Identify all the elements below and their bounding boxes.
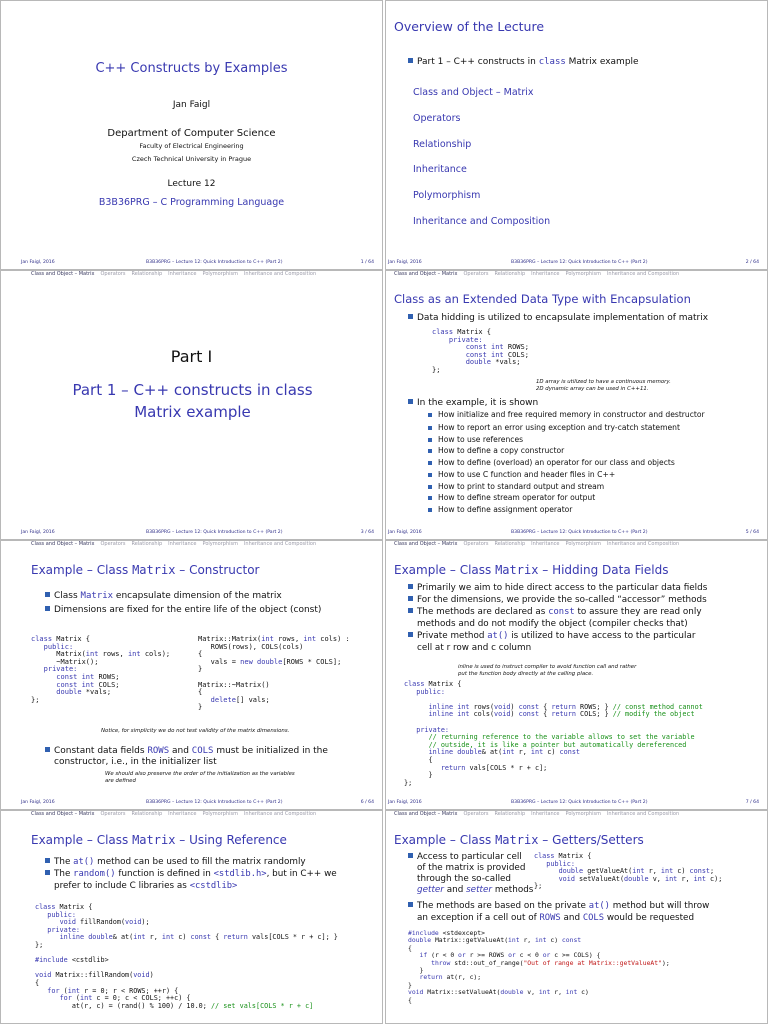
slide4-code: class Matrix { private: const int ROWS; const int COLS; double *vals; };: [432, 328, 529, 374]
slide1-lecture: Lecture 12: [167, 179, 216, 189]
slide8-code-class: class Matrix { public: double getValueAt(int r, int c) const; void setValueAt(double v, int r, int c); };: [534, 852, 723, 891]
slide1-course: B3B36PRG – C Programming Language: [98, 197, 285, 208]
bullet-icon: [408, 399, 413, 404]
slide5-title: Example – Class Matrix – Constructor: [31, 563, 260, 577]
slide4-sublist: [428, 410, 758, 516]
slide5-note: Notice, for simplicity we do not test validity of the matrix dimensions.: [101, 728, 290, 734]
bullet-icon: [408, 314, 413, 319]
slide5-bullet-2: Dimensions are fixed for the entire life of the object (const): [45, 605, 321, 616]
slide8-bullet-1: Access to particular cell of the matrix is provided through the so-called getter and setter methods: [408, 852, 548, 896]
slide6-title: Example – Class Matrix – Hidding Data Fields: [394, 563, 669, 577]
toc-item[interactable]: Operators: [413, 112, 461, 124]
slide6-note: inline is used to instruct compiler to avoid function call and rather put the function body directly at the calling place.: [458, 664, 637, 677]
slide-5: [0, 540, 383, 810]
footer-course: B3B36PRG – Lecture 12: Quick Introduction to C++ (Part 2): [146, 530, 283, 535]
list-item: methods and do not modify the object (compiler checks that): [417, 619, 688, 629]
list-item: Primarily we aim to hide direct access to the particular data fields: [408, 582, 763, 594]
list-item: How initialize and free required memory in constructor and destructor: [428, 410, 758, 420]
slide2-toc: [413, 80, 550, 235]
footer-course: B3B36PRG – Lecture 12: Quick Introduction to C++ (Part 2): [511, 260, 648, 265]
slide1-faculty: Faculty of Electrical Engineering: [139, 142, 244, 150]
toc-item[interactable]: Inheritance: [413, 164, 467, 176]
slide-7: [0, 810, 383, 1024]
bullet-icon: [45, 606, 50, 611]
footer-page: 7 / 64: [745, 800, 759, 805]
slide7-title: Example – Class Matrix – Using Reference: [31, 833, 287, 847]
footer-page: 1 / 64: [360, 260, 374, 265]
footer-course: B3B36PRG – Lecture 12: Quick Introduction to C++ (Part 2): [146, 260, 283, 265]
list-item: The methods are declared as const to assure they are read only: [408, 606, 763, 618]
slide-6: [385, 540, 768, 810]
list-item: The at() method can be used to fill the matrix randomly: [45, 856, 380, 868]
list-item: How to define (overload) an operator for our class and objects: [428, 457, 758, 469]
slide-footer: [386, 260, 767, 268]
footer-author: Jan Faigl, 2016: [388, 800, 422, 805]
slide2-title: Overview of the Lecture: [394, 19, 545, 34]
section-nav: Class and Object – Matrix Operators Relationship Inheritance Polymorphism Inheritance and Composition: [31, 271, 317, 277]
slide-footer: [1, 530, 382, 538]
slide6-bullets: [408, 582, 763, 654]
slide1-dept: Department of Computer Science: [107, 128, 276, 139]
slide-3: [0, 270, 383, 540]
footer-page: 5 / 64: [745, 530, 759, 535]
list-item: prefer to include C libraries as <cstdlib>: [54, 881, 238, 891]
list-item: Private method at() is utilized to have access to the particular: [408, 630, 763, 642]
slide8-bullet-2: The methods are based on the private at() method but will throw an exception if a cell out of ROWS and COLS would be requested: [408, 900, 763, 924]
slide5-bullet-3: Constant data fields ROWS and COLS must be initialized in the: [45, 746, 328, 757]
toc-item[interactable]: Polymorphism: [413, 190, 481, 202]
bullet-icon: [408, 58, 413, 63]
part-subtitle: Part 1 – C++ constructs in class Matrix example: [72, 381, 313, 421]
section-nav: Class and Object – Matrix Operators Relationship Inheritance Polymorphism Inheritance and Composition: [394, 541, 680, 547]
footer-page: 3 / 64: [360, 530, 374, 535]
list-item: How to use references: [428, 434, 758, 446]
list-item: How to define stream operator for output: [428, 492, 758, 504]
slide5-code-impl: Matrix::Matrix(int rows, int cols) : ROWS(rows), COLS(cols) { vals = new double[ROWS * COLS]; } Matrix::~Matrix() { delete[] vals; }: [198, 635, 350, 712]
footer-author: Jan Faigl, 2016: [21, 260, 55, 265]
section-nav: Class and Object – Matrix Operators Relationship Inheritance Polymorphism Inheritance and Composition: [394, 811, 680, 817]
footer-course: B3B36PRG – Lecture 12: Quick Introduction to C++ (Part 2): [511, 530, 648, 535]
slide7-code: class Matrix { public: void fillRandom(void); private: inline double& at(int r, int c) const { return vals[COLS * r + c]; } }; #include <cstdlib> void Matrix::fillRandom(void) { for (int r = 0; r < ROWS; ++r) { for (int c = 0; c < COLS; ++c) { at(r, c) = (rand() % 100) / 10.0; // set vals[COLS * r + c]: [35, 903, 338, 1010]
slide-1: [0, 0, 383, 270]
slide1-author: Jan Faigl: [172, 100, 211, 110]
slide-footer: [386, 530, 767, 538]
slide5-code-class: class Matrix { public: Matrix(int rows, int cols); ~Matrix(); private: const int ROWS; const int COLS; double *vals; };: [31, 635, 171, 704]
footer-page: 2 / 64: [745, 260, 759, 265]
slide5-bullet-1: Class Matrix encapsulate dimension of the matrix: [45, 591, 282, 602]
slide-2: [385, 0, 768, 270]
list-item: For the dimensions, we provide the so-called “accessor” methods: [408, 594, 763, 606]
list-item: cell at r row and c column: [417, 643, 532, 653]
list-item: How to define assignment operator: [428, 504, 758, 516]
slide6-code: class Matrix { public: inline int rows(void) const { return ROWS; } // const method cannot inline int cols(void) const { return COLS; } // modify the object private: // returning reference to the variable allows to set the variable // outside, it is like a pointer but automatically dereferenced inline double& at(int r, int c) const { return vals[COLS * r + c]; } };: [404, 680, 703, 787]
footer-author: Jan Faigl, 2016: [21, 800, 55, 805]
slide-footer: [386, 800, 767, 808]
list-item: How to define a copy constructor: [428, 445, 758, 457]
slide1-university: Czech Technical University in Prague: [131, 155, 252, 163]
footer-page: 6 / 64: [360, 800, 374, 805]
slide8-title: Example – Class Matrix – Getters/Setters: [394, 833, 644, 847]
toc-item[interactable]: Inheritance and Composition: [413, 215, 551, 227]
slide5-note2: We should also preserve the order of the initialization as the variables are defined: [105, 771, 295, 784]
slide-footer: [1, 260, 382, 268]
toc-item[interactable]: Relationship: [413, 138, 472, 150]
slide2-part-bullet: Part 1 – C++ constructs in class Matrix example: [408, 57, 639, 68]
list-item: How to use C function and header files in C++: [428, 469, 758, 481]
bullet-icon: [45, 747, 50, 752]
slide-8: [385, 810, 768, 1024]
bullet-icon: [45, 592, 50, 597]
slide4-bullet-1: Data hidding is utilized to encapsulate implementation of matrix: [408, 313, 708, 324]
toc-item[interactable]: Class and Object – Matrix: [413, 87, 534, 98]
part-number: Part I: [170, 347, 213, 366]
slide4-title: Class as an Extended Data Type with Encapsulation: [394, 292, 691, 306]
section-nav: Class and Object – Matrix Operators Relationship Inheritance Polymorphism Inheritance and Composition: [31, 811, 317, 817]
footer-author: Jan Faigl, 2016: [388, 530, 422, 535]
slide4-bullet-2: In the example, it is shown: [408, 398, 538, 409]
slide7-bullets: [45, 856, 380, 892]
slide8-code-impl: #include <stdexcept> double Matrix::getValueAt(int r, int c) const { if (r < 0 or r >= ROWS or c < 0 or c >= COLS) { throw std::out_of_range("Out of range at Matrix::getValueAt"); } return at(r, c); } void Matrix::setValueAt(double v, int r, int c) {: [408, 929, 670, 1004]
section-nav: Class and Object – Matrix Operators Relationship Inheritance Polymorphism Inheritance and Composition: [31, 541, 317, 547]
footer-author: Jan Faigl, 2016: [21, 530, 55, 535]
slide1-title: C++ Constructs by Examples: [95, 61, 288, 76]
slide-4: [385, 270, 768, 540]
slide-footer: [1, 800, 382, 808]
list-item: How to report an error using exception and try-catch statement: [428, 422, 758, 434]
list-item: The random() function is defined in <stdlib.h>, but in C++ we: [45, 868, 380, 880]
footer-course: B3B36PRG – Lecture 12: Quick Introduction to C++ (Part 2): [511, 800, 648, 805]
slide4-note: 1D array is utilized to have a continuous memory. 2D dynamic array can be used in C++11.: [536, 379, 671, 392]
section-nav: Class and Object – Matrix Operators Relationship Inheritance Polymorphism Inheritance and Composition: [394, 271, 680, 277]
list-item: How to print to standard output and stream: [428, 481, 758, 493]
footer-author: Jan Faigl, 2016: [388, 260, 422, 265]
slide5-bullet-3-cont: constructor, i.e., in the initializer list: [54, 757, 217, 767]
footer-course: B3B36PRG – Lecture 12: Quick Introduction to C++ (Part 2): [146, 800, 283, 805]
